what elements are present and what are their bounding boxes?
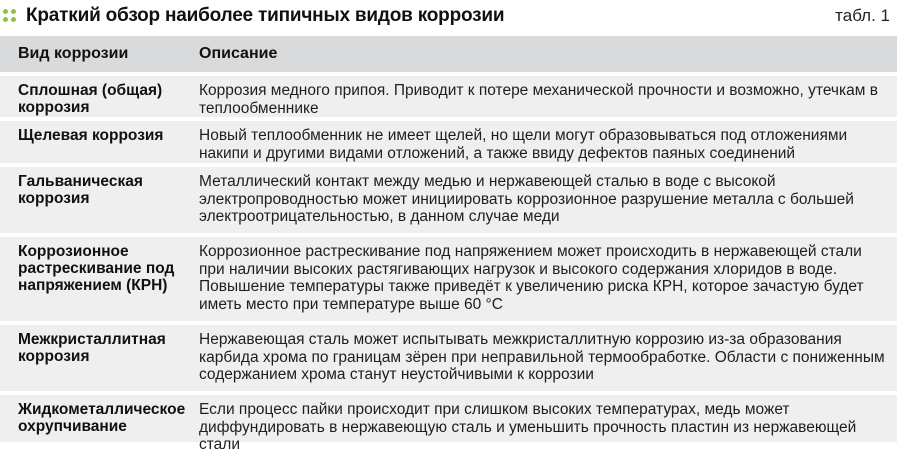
page-title: Краткий обзор наиболее типичных видов коррозии: [26, 5, 505, 26]
table-row: [0, 391, 897, 453]
table-number: табл. 1: [835, 6, 890, 25]
cell-corrosion-type: Жидкометаллическое охрупчивание: [18, 401, 186, 435]
cell-description: Новый теплообменник не имеет щелей, но щели могут образовываться под отложениями накипи и другими видами отложений, а также ввиду дефектов паяных соединений: [199, 127, 848, 162]
column-header-description: Описание: [199, 45, 278, 62]
table-row: [0, 117, 897, 163]
cell-description: Металлический контакт между медью и нержавеющей сталью в воде с высокой электропроводностью может инициировать коррозионное разрушение металла с большей электроотрицательностью, в данном случае меди: [199, 173, 854, 225]
dots-icon: [3, 9, 17, 23]
cell-description: Коррозионное растрескивание под напряжением может происходить в нержавеющей стали при наличии высоких растягивающих нагрузок и высокого содержания хлоридов в воде. Повышение температуры также приведёт к увеличению риска КРН, которое зачастую будет иметь место при температуре выше 60 °C: [199, 243, 864, 313]
corrosion-table: [0, 36, 897, 453]
table-row: [0, 233, 897, 321]
table-row: [0, 321, 897, 391]
cell-corrosion-type: Сплошная (общая) коррозия: [18, 82, 163, 116]
table-row: [0, 72, 897, 117]
title-bar: [0, 0, 897, 34]
column-header-type: Вид коррозии: [18, 45, 129, 62]
cell-description: Нержавеющая сталь может испытывать межкристаллитную коррозию из-за образования карбида хрома по границам зёрен при неправильной термообработке. Области с пониженным содержанием хрома станут неустойчивыми к коррозии: [199, 331, 885, 383]
cell-corrosion-type: Гальваническая коррозия: [18, 173, 143, 207]
table-row: [0, 163, 897, 233]
cell-description: Коррозия медного припоя. Приводит к потере механической прочности и возможно, утечкам в теплообменнике: [199, 82, 878, 117]
table-header-row: [0, 36, 897, 72]
cell-corrosion-type: Щелевая коррозия: [18, 127, 164, 144]
cell-corrosion-type: Межкристаллитная коррозия: [18, 331, 166, 365]
cell-corrosion-type: Коррозионное растрескивание под напряжением (КРН): [18, 243, 175, 294]
cell-description: Если процесс пайки происходит при слишком высоких температурах, медь может диффундировать в нержавеющую сталь и уменьшить прочность пластин из нержавеющей стали: [199, 401, 857, 453]
